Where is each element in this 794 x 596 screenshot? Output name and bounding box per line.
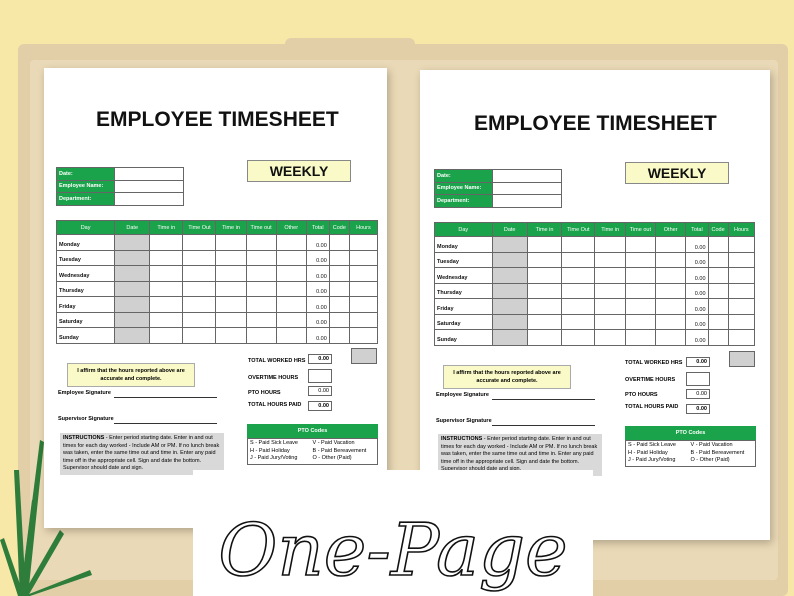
table-row: Wednesday 0.00 xyxy=(435,268,755,284)
employee-info-table xyxy=(434,169,562,208)
page-title: EMPLOYEE TIMESHEET xyxy=(96,108,339,131)
column-header: Time out xyxy=(246,221,276,235)
column-header: Time Out xyxy=(183,221,216,235)
column-header: Total xyxy=(686,223,708,237)
info-label: Employee Name: xyxy=(435,182,493,195)
supervisor-signature-line[interactable] xyxy=(492,425,595,426)
overtime-value[interactable] xyxy=(686,372,710,386)
column-header: Time in xyxy=(216,221,246,235)
hours-total-cell xyxy=(729,351,755,367)
column-header: Date xyxy=(115,221,150,235)
employee-name-field[interactable] xyxy=(493,182,562,195)
department-field[interactable] xyxy=(115,193,184,206)
employee-signature-label: Employee Signature xyxy=(436,392,489,398)
hours-total-cell xyxy=(351,348,377,364)
table-row: Wednesday 0.00 xyxy=(57,266,378,282)
department-field[interactable] xyxy=(493,195,562,208)
affirmation-note: I affirm that the hours reported above are accurate and complete. xyxy=(443,365,571,389)
pto-codes-box: PTO Codes S - Paid Sick Leave H - Paid Holiday J - Paid Jury/Voting V - Paid Vacation B - Paid Bereavement O - Other (Paid) xyxy=(625,426,756,467)
table-row: Tuesday 0.00 xyxy=(435,252,755,268)
column-header: Other xyxy=(656,223,686,237)
timesheet-page-left xyxy=(44,68,387,528)
employee-name-field[interactable] xyxy=(115,180,184,193)
instructions-box: INSTRUCTIONS - Enter period starting date. Enter in and out times for each day worked - Include AM or PM. If no lunch break was taken, enter the same time out and time in. Enter any paid time off in the appropriate cell. Sign and date the bottom. Supervisor should date and sign. xyxy=(60,433,224,475)
affirmation-note: I affirm that the hours reported above are accurate and complete. xyxy=(67,363,195,387)
date-field[interactable] xyxy=(493,170,562,183)
table-row: Sunday 0.00 xyxy=(435,330,755,346)
hours-grid xyxy=(434,222,755,346)
column-header: Code xyxy=(329,221,349,235)
total-paid-value: 0.00 xyxy=(308,401,332,411)
column-header: Time in xyxy=(595,223,625,237)
date-field[interactable] xyxy=(115,168,184,181)
svg-text:One-Page: One-Page xyxy=(218,508,568,592)
table-row: Monday 0.00 xyxy=(57,235,378,251)
table-row: Friday 0.00 xyxy=(435,299,755,315)
total-worked-label: TOTAL WORKED HRS xyxy=(625,360,683,366)
supervisor-signature-label: Supervisor Signature xyxy=(436,418,492,424)
one-page-banner xyxy=(193,470,593,596)
total-worked-value: 0.00 xyxy=(686,357,710,367)
column-header: Hours xyxy=(728,223,754,237)
column-header: Day xyxy=(57,221,115,235)
column-header: Time in xyxy=(150,221,183,235)
table-row: Tuesday 0.00 xyxy=(57,250,378,266)
column-header: Other xyxy=(276,221,306,235)
instructions-box: INSTRUCTIONS - Enter period starting date. Enter in and out times for each day worked - Include AM or PM. If no lunch break was taken, enter the same time out and time in. Enter any paid time off in the appropriate cell. Sign and date the bottom. xyxy=(438,434,602,476)
table-row: Monday 0.00 xyxy=(435,237,755,253)
employee-signature-line[interactable] xyxy=(492,399,595,400)
column-header: Time Out xyxy=(562,223,595,237)
table-row: Thursday 0.00 xyxy=(57,281,378,297)
pto-hours-value: 0.00 xyxy=(686,389,710,399)
column-header: Code xyxy=(708,223,728,237)
info-label: Department: xyxy=(57,193,115,206)
table-row: Sunday 0.00 xyxy=(57,328,378,344)
table-row: Saturday 0.00 xyxy=(435,314,755,330)
folder-tab xyxy=(285,38,415,58)
column-header: Hours xyxy=(349,221,377,235)
pto-hours-label: PTO HOURS xyxy=(248,390,281,396)
table-row: Thursday 0.00 xyxy=(435,283,755,299)
info-label: Department: xyxy=(435,195,493,208)
pto-codes-box: PTO Codes S - Paid Sick Leave H - Paid Holiday J - Paid Jury/Voting V - Paid Vacation B - Paid Bereavement O - Other (Paid) xyxy=(247,424,378,465)
employee-signature-line[interactable] xyxy=(114,397,217,398)
total-paid-label: TOTAL HOURS PAID xyxy=(248,402,302,408)
period-badge: WEEKLY xyxy=(625,162,729,184)
table-row: Friday 0.00 xyxy=(57,297,378,313)
overtime-value[interactable] xyxy=(308,369,332,383)
column-header: Time out xyxy=(625,223,655,237)
employee-signature-label: Employee Signature xyxy=(58,390,111,396)
total-worked-label: TOTAL WORKED HRS xyxy=(248,358,306,364)
supervisor-signature-line[interactable] xyxy=(114,423,217,424)
hours-grid xyxy=(56,220,378,344)
info-label: Employee Name: xyxy=(57,180,115,193)
pto-hours-value: 0.00 xyxy=(308,386,332,396)
overtime-label: OVERTIME HOURS xyxy=(248,375,299,381)
employee-info-table xyxy=(56,167,184,206)
column-header: Time in xyxy=(527,223,561,237)
pto-codes-heading: PTO Codes xyxy=(625,426,756,440)
total-paid-label: TOTAL HOURS PAID xyxy=(625,404,679,410)
overtime-label: OVERTIME HOURS xyxy=(625,377,676,383)
pto-codes-heading: PTO Codes xyxy=(247,424,378,438)
pto-hours-label: PTO HOURS xyxy=(625,392,658,398)
period-badge: WEEKLY xyxy=(247,160,351,182)
total-worked-value: 0.00 xyxy=(308,354,332,364)
info-label: Date: xyxy=(57,168,115,181)
column-header: Total xyxy=(306,221,329,235)
info-label: Date: xyxy=(435,170,493,183)
table-row: Saturday 0.00 xyxy=(57,312,378,328)
total-paid-value: 0.00 xyxy=(686,404,710,414)
column-header: Date xyxy=(492,223,527,237)
supervisor-signature-label: Supervisor Signature xyxy=(58,416,114,422)
one-page-script-text xyxy=(193,470,593,596)
page-title: EMPLOYEE TIMESHEET xyxy=(474,112,717,135)
column-header: Day xyxy=(435,223,493,237)
